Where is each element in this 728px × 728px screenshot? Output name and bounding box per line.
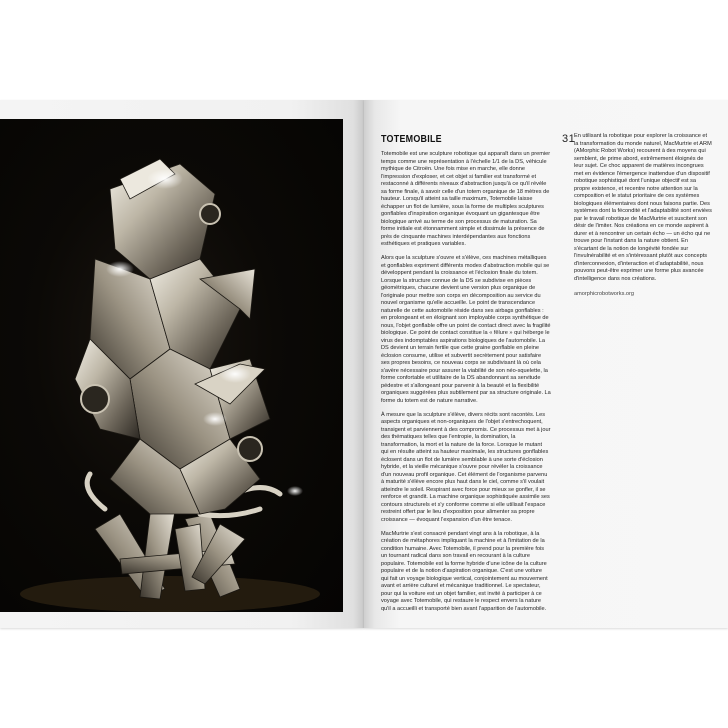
paragraph: Alors que la sculpture s'ouvre et s'élève, ces machines métalliques et gonflables expriment différents modes d'abstraction mobile qui se développent pendant la croissance et l'éclosion finale du totem. Lorsque la structure connue de la DS se subdivise en pièces géométriques, chacune devient une version plus organique de l'originale pour mettre son corps en décomposition au service du nouvel organisme qu'elle accueille. Le point de transcendance naturelle de cette automobile réside dans ses airbags gonflables : en prolongeant et en éloignant son imployable corps synthétique de nous, l'objet gonflable offre un point de contact direct avec la fragilité biologique. Ce point de contact constitue la « fêlure » qui héberge le virus des indomptables aspirations biologiques de l'automobile. La DS devient un terrain fertile que cette graine gonflable en pleine éclosion consume, utilise et subvertit secrètement pour satisfaire ses propres besoins, ce nouveau corps se subdivisant là où cela s'avère nécessaire pour assurer la viabilité de son néo-squelette, la forme confortable et utilitaire de la DS abandonnant sa servitude pédestre et s'allongeant pour parvenir à la beauté et la flexibilité organiques suggérées plus subtilement par sa structure originale. La forme du totem est de nature narrative. [381, 255, 551, 404]
paragraph: À mesure que la sculpture s'élève, divers récits sont racontés. Les aspects organiques et non-organiques de l'objet s'entrechoquent, transigent et parviennent à des compromis. Ce processus met à jour des thématiques telles que l'entropie, la domination, la transformation, la mort et la nature de la force. Lorsque le mutant qui en résulte atteint sa hauteur maximale, les structures gonflables éclosent dans un flot de lumière semblable à une sorte d'éclosion hybride, et la vieille mécanique s'ouvre pour révéler la croissance d'un nouveau profil organique. Cet élément de l'organisme parvenu à maturité s'élève encore plus haut dans le ciel, comme s'il voulait atteindre le soleil. Respirant avec force pour mieux se gonfler, il se renforce et grandit. La machine organique sophistiquée assimile ses contours structurels et s'y conforme comme si elle utilisait l'espace restreint offert par le lieu d'exposition pour alimenter sa propre croissance — évoquant l'expansion d'un être tenace. [381, 411, 551, 523]
article-title: TOTEMOBILE [381, 133, 442, 145]
paragraph: Totemobile est une sculpture robotique qui apparaît dans un premier temps comme une représentation à l'échelle 1/1 de la DS, véhicule mythique de Citroën. Une fois mise en marche, elle donne l'impression d'exploser, et cet objet si familier est transformé et restaconné à différents niveaux d'abstraction jusqu'à ce qu'il révèle sa forme finale, à savoir celle d'un totem organique de 18 mètres de hauteur. Lorsqu'il atteint sa taille maximum, Totemobile laisse échapper un flot de lumière, sous la forme de multiples sculptures gonflables d'inspiration organique évoquant un gigantesque être biologique arrivé au terme de son processus de maturation. Sa forme initiale est étonnamment simple et dissimule la présence de près de cinquante machines interdépendantes aux fonctions esthétiques et pratiques variables. [381, 151, 551, 247]
website-url: amorphicrobotworks.org [574, 291, 635, 297]
magazine-spread [0, 100, 728, 628]
sculpture-photo [0, 119, 343, 612]
text-column-left [381, 133, 551, 620]
totemobile-sculpture-illustration [0, 119, 343, 612]
paragraph: En utilisant la robotique pour explorer la croissance et la transformation du monde naturel, MacMurtrie et ARM (AMorphic Robot Works) recourent à des moyens qui semblent, de prime abord, extrêmement éloignés de leur sujet. Ce choc apparent de matières incongrues met en évidence l'émergence inattendue d'un dispositif robotique sophistiqué dont l'unique objectif est sa propre existence, et recentre notre attention sur la composition et le statut prioritaire de ces systèmes biologiques élémentaires dont nous faisons partie. Des systèmes dont la fécondité et l'adaptabilité sont enviées par le travail robotique de MacMurtrie et suscitent son désir de l'imiter. Nos créations en ce monde aspirent à durer et à rencontrer un certain écho — un écho qui ne trouve pour l'instant dans la nature obtient. En s'écartant de la notion de longévité fondée sur l'invulnérabilité et en s'intéressant plutôt aux concepts d'interconnexion, d'interaction et d'adaptabilité, nous pouvons peut-être exprimer une forme plus avancée d'intelligence dans nos créations. [574, 133, 712, 282]
text-column-right [574, 133, 712, 299]
right-page [364, 100, 728, 628]
paragraph: MacMurtrie s'est consacré pendant vingt ans à la robotique, à la création de métaphores impliquant la machine et à l'imitation de la condition humaine. Avec Totemobile, il prend pour la première fois un tournant radical dans son travail en recourant à la culture populaire. Totemobile est la forme hybride d'une icône de la culture populaire et de la notion d'aspiration organique. C'est une voiture qui fait un voyage biologique vertical, conjointement au mouvement avant et arrière culturel et mécanique traditionnel. Le spectateur, pour qui la voiture est un objet familier, est invité à participer à ce voyage avec Totemobile, qui restaure le respect envers la nature qu'il a accueilli et transporté bien avant l'apparition de l'automobile. [381, 530, 548, 612]
page-number: 31 [562, 133, 576, 145]
left-page [0, 100, 364, 628]
